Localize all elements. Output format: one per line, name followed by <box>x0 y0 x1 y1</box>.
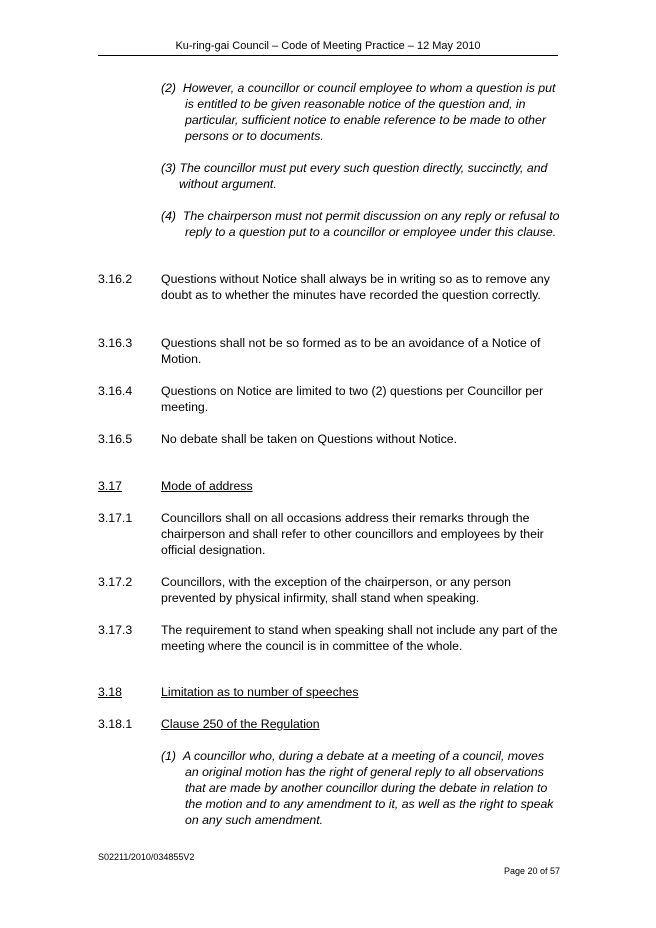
clause-text: Questions on Notice are limited to two (2) questions per Councillor per meeting. <box>161 384 544 414</box>
clause-text: Councillors shall on all occasions address their remarks through the chairperson and shall refer to other councillors and employees by their official designation. <box>161 511 544 557</box>
clause-number: 3.16.3 <box>98 336 133 350</box>
clause-number: 3.18.1 <box>98 717 133 731</box>
section-title: Limitation as to number of speeches <box>161 685 359 699</box>
page-header: Ku-ring-gai Council – Code of Meeting Practice – 12 May 2010 <box>98 40 558 56</box>
section-number: 3.18 <box>98 685 122 699</box>
quote-3: (3) The councillor must put every such question directly, succinctly, and without argument. <box>161 161 548 191</box>
quote-1: (1) A councillor who, during a debate at a meeting of a council, moves an original motion has the right of general reply to all observations that are made by another councillor during the debate in relation to the motion and to any amendment to it, as well as the right to speak on any such amendment. <box>161 749 554 827</box>
section-number: 3.17 <box>98 479 122 493</box>
clause-number: 3.17.3 <box>98 623 133 637</box>
clause-number: 3.16.5 <box>98 432 133 446</box>
clause-number: 3.17.1 <box>98 511 133 525</box>
clause-text: No debate shall be taken on Questions without Notice. <box>161 432 457 446</box>
clause-text: Councillors, with the exception of the chairperson, or any person prevented by physical infirmity, shall stand when speaking. <box>161 575 511 605</box>
clause-number: 3.16.4 <box>98 384 133 398</box>
document-reference: S02211/2010/034855V2 <box>98 852 195 862</box>
page-number: Page 20 of 57 <box>503 866 560 876</box>
clause-text: Questions shall not be so formed as to be an avoidance of a Notice of Motion. <box>161 336 541 366</box>
quote-2: (2) However, a councillor or council employee to whom a question is put is entitled to be given reasonable notice of the question and, in particular, sufficient notice to enable reference to be made to other persons or to documents. <box>161 81 556 143</box>
clause-text: Questions without Notice shall always be in writing so as to remove any doubt as to whether the minutes have recorded the question correctly. <box>161 272 550 302</box>
section-title: Mode of address <box>161 479 253 493</box>
clause-text: The requirement to stand when speaking shall not include any part of the meeting where the council is in committee of the whole. <box>161 623 558 653</box>
clause-number: 3.17.2 <box>98 575 133 589</box>
quote-4: (4) The chairperson must not permit discussion on any reply or refusal to reply to a question put to a councillor or employee under this clause. <box>161 209 560 239</box>
clause-number: 3.16.2 <box>98 272 133 286</box>
clause-title: Clause 250 of the Regulation <box>161 717 320 731</box>
